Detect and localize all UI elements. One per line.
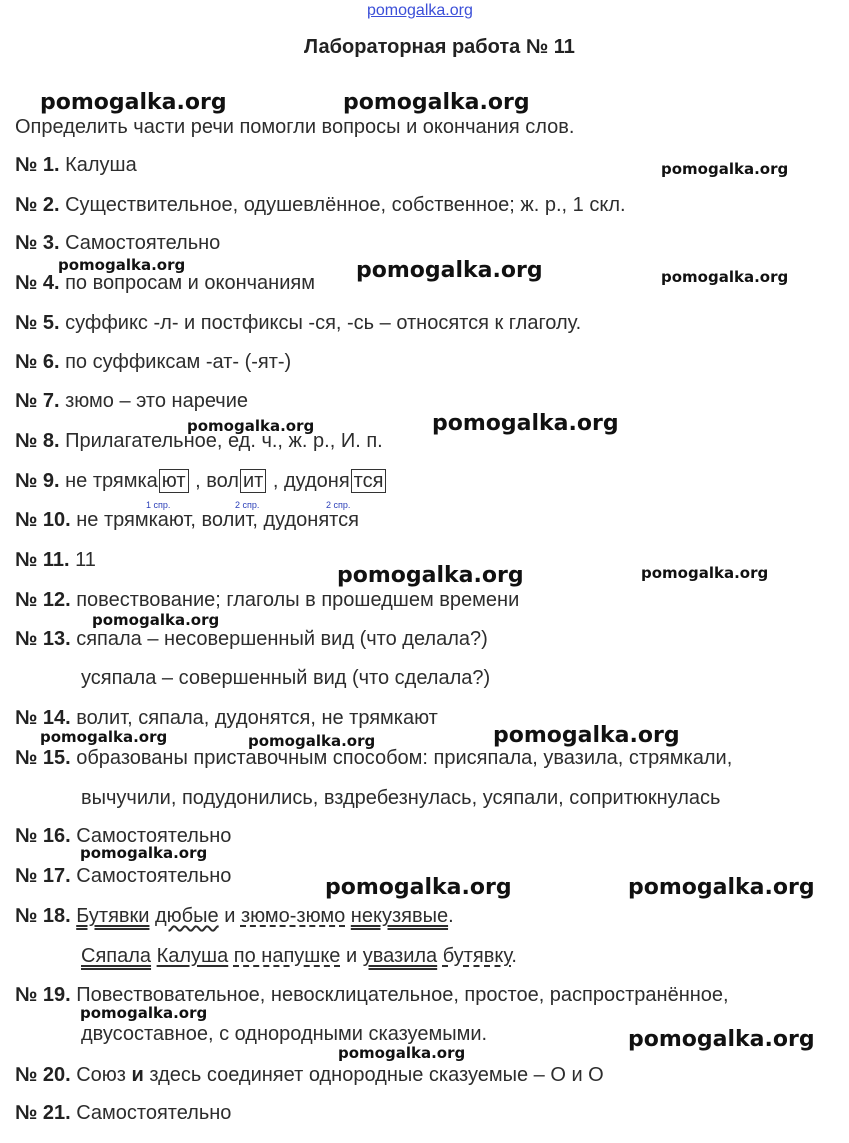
conjugation-label: 2 спр. <box>326 500 351 510</box>
watermark: pomogalka.org <box>661 268 789 286</box>
answer-19: № 19. Повествовательное, невосклицательное, простое, распространённое, <box>15 984 729 1006</box>
adverbial-word: зюмо-зюмо <box>240 905 346 927</box>
watermark: pomogalka.org <box>343 90 530 115</box>
watermark: pomogalka.org <box>641 564 769 582</box>
conjugation-label: 1 спр. <box>146 500 171 510</box>
ending-box: ит <box>240 469 266 493</box>
answer-8: № 8. Прилагательное, ед. ч., ж. р., И. п. <box>15 430 383 452</box>
answer-15: № 15. образованы приставочным способом: присяпала, увазила, стрямкали, <box>15 747 733 769</box>
watermark: pomogalka.org <box>432 411 619 436</box>
answer-4: № 4. по вопросам и окончаниям <box>15 272 315 294</box>
predicate-word: Сяпала <box>81 945 152 967</box>
watermark: pomogalka.org <box>325 875 512 900</box>
answer-11: № 11. 11 <box>15 549 96 571</box>
answer-14: № 14. волит, сяпала, дудонятся, не трямкают <box>15 707 438 729</box>
answer-19-line-2: двусоставное, с однородными сказуемыми. <box>81 1023 488 1045</box>
watermark: pomogalka.org <box>80 844 208 862</box>
answer-7: № 7. зюмо – это наречие <box>15 390 248 412</box>
top-site-link[interactable]: pomogalka.org <box>367 2 473 19</box>
answer-21: № 21. Самостоятельно <box>15 1102 232 1124</box>
answer-20: № 20. Союз и здесь соединяет однородные сказуемые – О и О <box>15 1064 604 1086</box>
predicate-word: увазила <box>362 945 438 967</box>
watermark: pomogalka.org <box>40 728 168 746</box>
subject-word: Калуша <box>156 945 229 967</box>
watermark: pomogalka.org <box>628 875 815 900</box>
answer-15-line-2: вычучили, подудонились, вздребезнулась, усяпали, сопритюкнулась <box>81 787 721 809</box>
answer-3: № 3. Самостоятельно <box>15 232 221 254</box>
answer-6: № 6. по суффиксам -ат- (-ят-) <box>15 351 292 373</box>
watermark: pomogalka.org <box>356 258 543 283</box>
watermark: pomogalka.org <box>493 723 680 748</box>
watermark: pomogalka.org <box>248 732 376 750</box>
watermark: pomogalka.org <box>337 563 524 588</box>
watermark: pomogalka.org <box>661 160 789 178</box>
attribute-word: дюбые <box>155 905 219 927</box>
subject-word: Бутявки <box>76 905 150 927</box>
answer-1: № 1. Калуша <box>15 154 137 176</box>
watermark: pomogalka.org <box>187 417 315 435</box>
answer-18-line-2: Сяпала Калуша по напушке и увазила бутявку. <box>81 945 517 967</box>
page-title: Лабораторная работа № 11 <box>304 36 575 58</box>
watermark: pomogalka.org <box>40 90 227 115</box>
ending-box: тся <box>351 469 387 493</box>
answer-10: № 10. не трямкают, волит, дудонятся <box>15 509 359 531</box>
predicate-word: некузявые <box>350 905 449 927</box>
answer-17: № 17. Самостоятельно <box>15 865 232 887</box>
answer-2: № 2. Существительное, одушевлённое, собственное; ж. р., 1 скл. <box>15 194 626 216</box>
answer-5: № 5. суффикс -л- и постфиксы -ся, -сь – относятся к глаголу. <box>15 312 582 334</box>
conjugation-label: 2 спр. <box>235 500 260 510</box>
answer-9: № 9. не трямка ют , вол ит , дудоня тся <box>15 468 387 494</box>
answer-16: № 16. Самостоятельно <box>15 825 232 847</box>
answer-13-line-2: усяпала – совершенный вид (что сделала?) <box>81 667 491 689</box>
adverbial-word: по напушке <box>233 945 341 967</box>
watermark: pomogalka.org <box>628 1027 815 1052</box>
intro-text: Определить части речи помогли вопросы и окончания слов. <box>15 116 575 138</box>
answer-18: № 18. Бутявки дюбые и зюмо-зюмо некузявые. <box>15 905 454 927</box>
ending-box: ют <box>159 469 189 493</box>
watermark: pomogalka.org <box>338 1044 466 1062</box>
watermark: pomogalka.org <box>58 256 186 274</box>
object-word: бутявку <box>442 945 512 967</box>
answer-13: № 13. сяпала – несовершенный вид (что делала?) <box>15 628 488 650</box>
watermark: pomogalka.org <box>92 611 220 629</box>
watermark: pomogalka.org <box>80 1004 208 1022</box>
answer-12: № 12. повествование; глаголы в прошедшем времени <box>15 589 520 611</box>
